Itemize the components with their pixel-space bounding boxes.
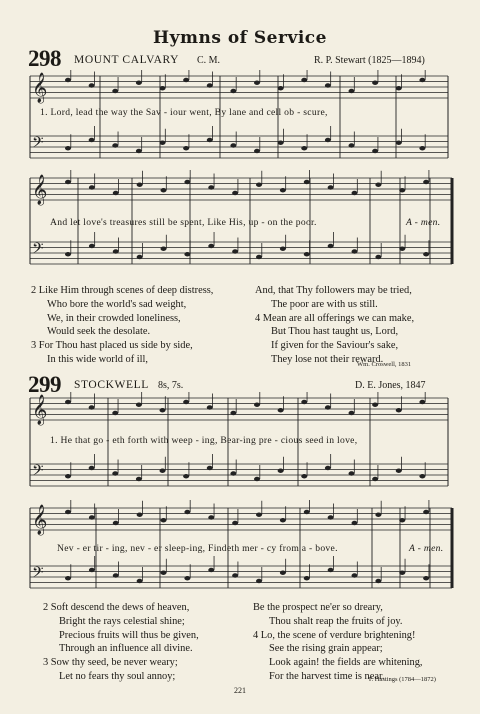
verse-line: 2 Like Him through scenes of deep distress, [31,285,214,296]
tune-name: MOUNT CALVARY [74,54,180,66]
verse-line: 4 Mean are all offerings we can make, [255,312,415,324]
verse-line: For the harvest time is near. [269,670,385,682]
verse-line: 2 Soft descend the dews of heaven, [43,602,190,613]
verses-right [255,284,414,367]
page-header: Hymns of Service [153,28,327,48]
music-system [0,70,480,168]
verses-right [253,601,423,684]
lyric-line: 1. He that go - eth forth with weep - ing, Bear-ing pre - cious seed in love, [50,435,358,446]
hymn-number: 299 [28,372,61,397]
music-system [0,392,480,507]
verse-line: Look again! the fields are whitening, [269,657,423,669]
page-number: 221 [234,686,246,695]
verse-line: Precious fruits will thus be given, [59,629,199,641]
verse-line: See the rising grain appear; [269,643,383,655]
svg-text:𝄢: 𝄢 [32,134,44,155]
author-credit: T. Hastings (1784—1872) [368,676,436,683]
verse-line: In this wide world of ill, [47,353,149,365]
composer: R. P. Stewart (1825—1894) [314,55,425,66]
author-credit: Wm. Croswell, 1831 [357,361,412,368]
lyric-line: And let love's treasures still be spent, Like His, up - on the poor. [50,217,317,228]
svg-text:𝄢: 𝄢 [32,240,44,261]
verse-line: Through an influence all divine. [59,643,193,655]
verse-line: Thou shalt reap the fruits of joy. [269,615,403,627]
verses-left [43,601,199,684]
verse-line: The poor are with us still. [271,298,378,310]
verse-line: If given for the Saviour's sake, [271,340,399,352]
verses-left [31,284,213,367]
verse-line: They lose not their reward. [271,353,384,365]
verse-line: 4 Lo, the scene of verdure brightening! [253,629,416,641]
verse-line: And, that Thy followers may be tried, [255,285,412,296]
verse-line: Let no fears thy soul annoy; [59,670,176,682]
verse-line: We, in their crowded loneliness, [47,312,181,324]
meter: C. M. [197,55,221,66]
svg-text:𝄢: 𝄢 [32,564,44,585]
lyric-line: 1. Lord, lead the way the Sav - iour went, By lane and cell ob - scure, [40,107,328,118]
verse-line: Bright the rays celestial shine; [59,615,185,627]
amen-label: A - men. [406,217,441,228]
svg-text:𝄞: 𝄞 [32,73,48,103]
hymn-number: 298 [28,46,61,71]
svg-text:𝄞: 𝄞 [32,175,48,205]
verse-line: 3 For Thou hast placed us side by side, [31,340,193,352]
verse-line: Be the prospect ne'er so dreary, [253,602,383,613]
verse-line: Would seek the desolate. [47,326,151,338]
verse-line: 3 Sow thy seed, be never weary; [43,657,178,669]
verse-line: But Thou hast taught us, Lord, [271,326,399,338]
amen-label: A - men. [409,543,444,554]
svg-text:𝄞: 𝄞 [32,505,48,535]
composer: D. E. Jones, 1847 [355,380,426,391]
verse-line: Who bore the world's sad weight, [47,298,187,310]
meter: 8s, 7s. [158,380,184,391]
lyric-line: Nev - er tir - ing, nev - er sleep-ing, Findeth mer - cy from a - bove. [57,543,338,554]
tune-name: STOCKWELL [74,379,149,391]
svg-text:𝄢: 𝄢 [32,462,44,483]
svg-text:𝄞: 𝄞 [32,395,48,425]
